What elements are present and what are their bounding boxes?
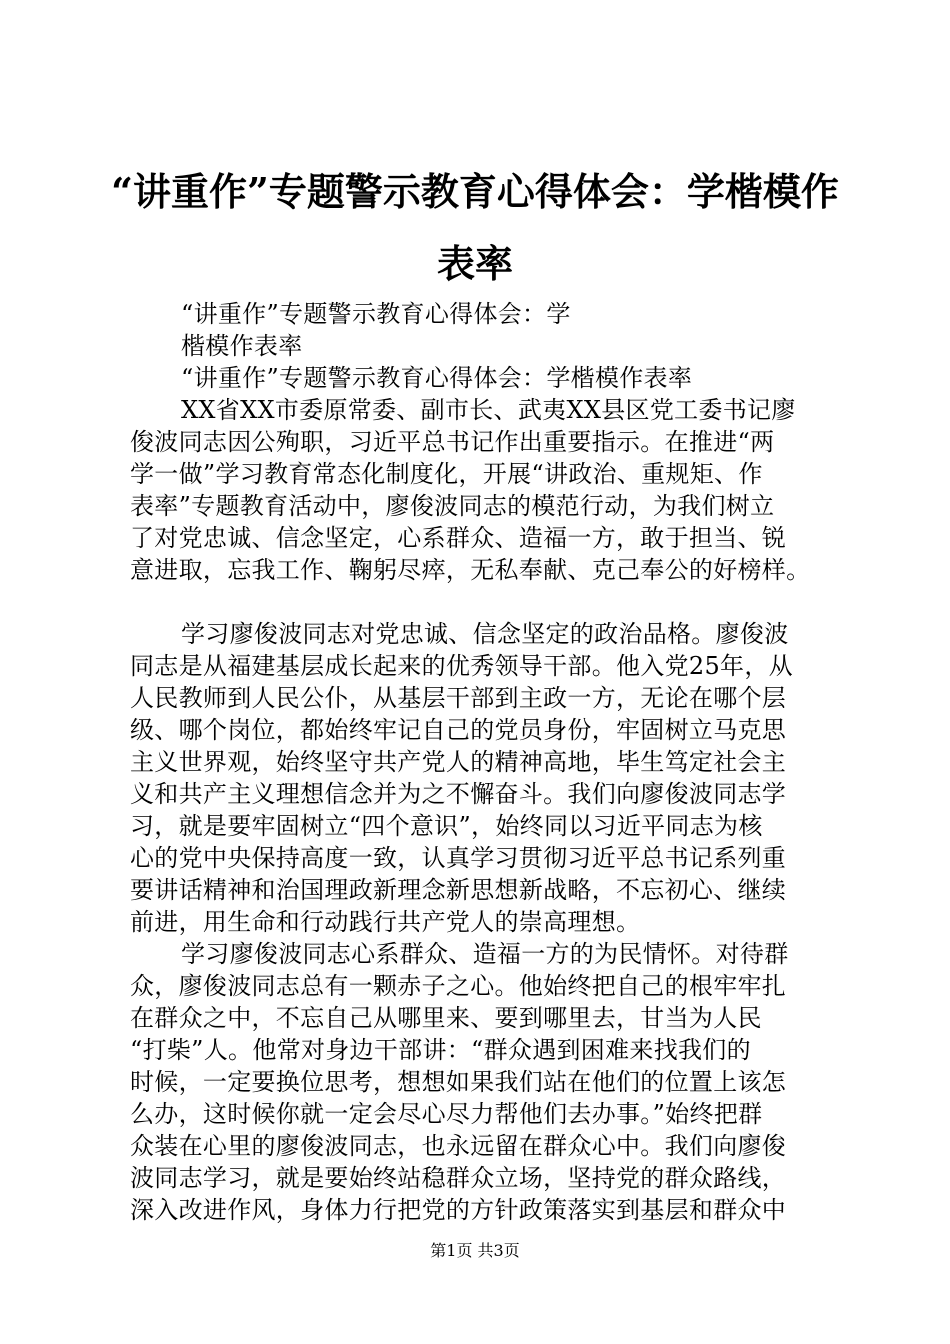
paragraph-3-line-3: 在群众之中，不忘自己从哪里来、要到哪里去，甘当为人民	[130, 1004, 762, 1032]
paragraph-2-line-5: 主义世界观，始终坚守共产党人的精神高地，毕生笃定社会主	[130, 748, 787, 776]
document-title-line-1: “讲重作”专题警示教育心得体会：学楷模作	[111, 169, 839, 214]
paragraph-3-line-6: 么办，这时候你就一定会尽心尽力帮他们去办事。”始终把群	[130, 1100, 763, 1128]
paragraph-2-line-6: 义和共产主义理想信念并为之不懈奋斗。我们向廖俊波同志学	[130, 780, 787, 808]
subtitle-line-1: “讲重作”专题警示教育心得体会：学	[181, 300, 571, 328]
paragraph-2-line-7: 习，就是要牢固树立“四个意识”，始终同以习近平同志为核	[130, 812, 763, 840]
paragraph-2-line-2: 同志是从福建基层成长起来的优秀领导干部。他入党25年，从	[130, 652, 793, 680]
subtitle-line-2: 楷模作表率	[181, 332, 303, 360]
paragraph-3-line-2: 众，廖俊波同志总有一颗赤子之心。他始终把自己的根牢牢扎	[130, 972, 787, 1000]
paragraph-3-line-1: 学习廖俊波同志心系群众、造福一方的为民情怀。对待群	[181, 940, 789, 968]
paragraph-1-line-5: 了对党忠诚、信念坚定，心系群众、造福一方，敢于担当、锐	[130, 524, 787, 552]
paragraph-1-line-4: 表率”专题教育活动中，廖俊波同志的模范行动，为我们树立	[130, 492, 775, 520]
paragraph-2-line-9: 要讲话精神和治国理政新理念新思想新战略，不忘初心、继续	[130, 876, 787, 904]
paragraph-3-line-4: “打柴”人。他常对身边干部讲：“群众遇到困难来找我们的	[130, 1036, 751, 1064]
paragraph-3-line-9: 深入改进作风，身体力行把党的方针政策落实到基层和群众中	[130, 1196, 787, 1224]
paragraph-2-line-8: 心的党中央保持高度一致，认真学习贯彻习近平总书记系列重	[130, 844, 787, 872]
paragraph-1-line-2: 俊波同志因公殉职，习近平总书记作出重要指示。在推进“两	[130, 428, 775, 456]
paragraph-2-line-3: 人民教师到人民公仆，从基层干部到主政一方，无论在哪个层	[130, 684, 787, 712]
paragraph-3-line-7: 众装在心里的廖俊波同志，也永远留在群众心中。我们向廖俊	[130, 1132, 787, 1160]
paragraph-2-line-4: 级、哪个岗位，都始终牢记自己的党员身份，牢固树立马克思	[130, 716, 787, 744]
page-number-footer: 第1页 共3页	[430, 1241, 520, 1260]
subtitle-line-3: “讲重作”专题警示教育心得体会：学楷模作表率	[181, 364, 693, 392]
paragraph-1-line-6: 意进取，忘我工作、鞠躬尽瘁，无私奉献、克己奉公的好榜样。	[130, 556, 811, 584]
paragraph-2-line-1: 学习廖俊波同志对党忠诚、信念坚定的政治品格。廖俊波	[181, 620, 789, 648]
paragraph-1-line-3: 学一做”学习教育常态化制度化，开展“讲政治、重规矩、作	[130, 460, 763, 488]
document-title-line-2: 表率	[436, 241, 513, 286]
paragraph-1-line-1: XX省XX市委原常委、副市长、武夷XX县区党工委书记廖	[181, 396, 796, 424]
paragraph-3-line-8: 波同志学习，就是要始终站稳群众立场，坚持党的群众路线，	[130, 1164, 787, 1192]
paragraph-3-line-5: 时候，一定要换位思考，想想如果我们站在他们的位置上该怎	[130, 1068, 787, 1096]
paragraph-2-line-10: 前进，用生命和行动践行共产党人的崇高理想。	[130, 908, 641, 936]
